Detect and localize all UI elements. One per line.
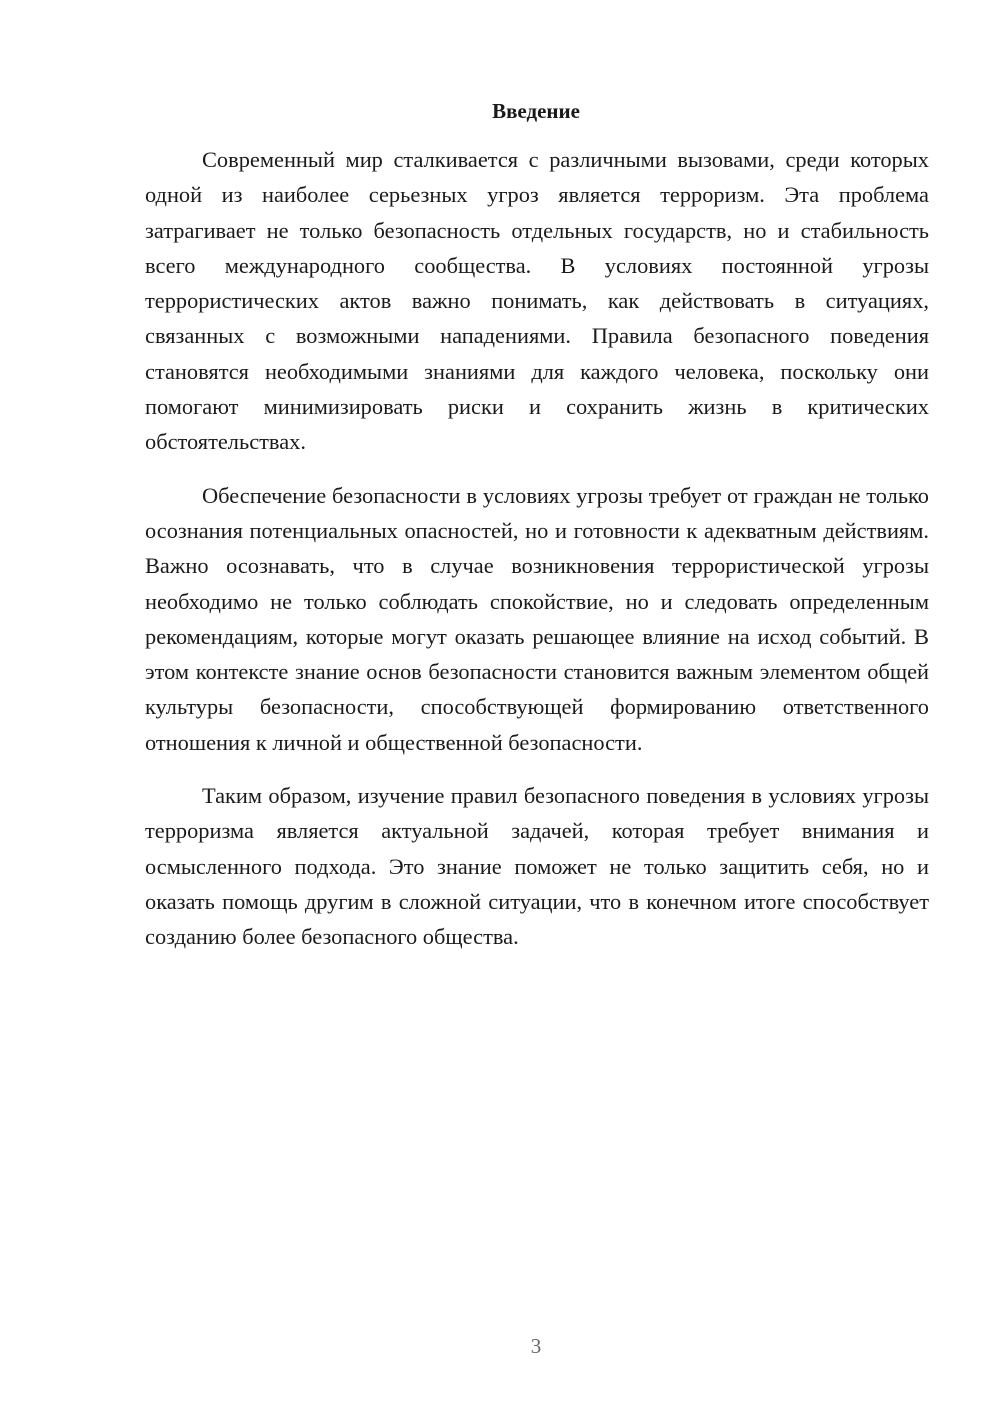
section-heading: Введение — [492, 99, 580, 123]
paragraph-2: Обеспечение безопасности в условиях угрозы требует от граждан не только осознания потенциальных опасностей, но и готовности к адекватным действиям. Важно осознавать, что в случае возникновения террористической угрозы необходимо не только соблюдать спокойствие, но и следовать определенным рекомендациям, которые могут оказать решающее влияние на исход событий. В этом контексте знание основ безопасности становится важным элементом общей культуры безопасности, способствующей формированию ответственного отношения к личной и общественной безопасности. — [145, 482, 929, 755]
body-text — [145, 142, 929, 973]
paragraph-1: Современный мир сталкивается с различными вызовами, среди которых одной из наиболее серьезных угроз является терроризм. Эта проблема затрагивает не только безопасность отдельных государств, но и стабильность всего международного сообщества. В условиях постоянной угрозы террористических актов важно понимать, как действовать в ситуациях, связанных с возможными нападениями. Правила безопасного поведения становятся необходимыми знаниями для каждого человека, поскольку они помогают минимизировать риски и сохранить жизнь в критических обстоятельствах. — [145, 147, 929, 455]
page-number: 3 — [530, 1334, 542, 1358]
paragraph-3: Таким образом, изучение правил безопасного поведения в условиях угрозы терроризма является актуальной задачей, которая требует внимания и осмысленного подхода. Это знание поможет не только защитить себя, но и оказать помощь другим в сложной ситуации, что в конечном итоге способствует созданию более безопасного общества. — [145, 783, 929, 950]
